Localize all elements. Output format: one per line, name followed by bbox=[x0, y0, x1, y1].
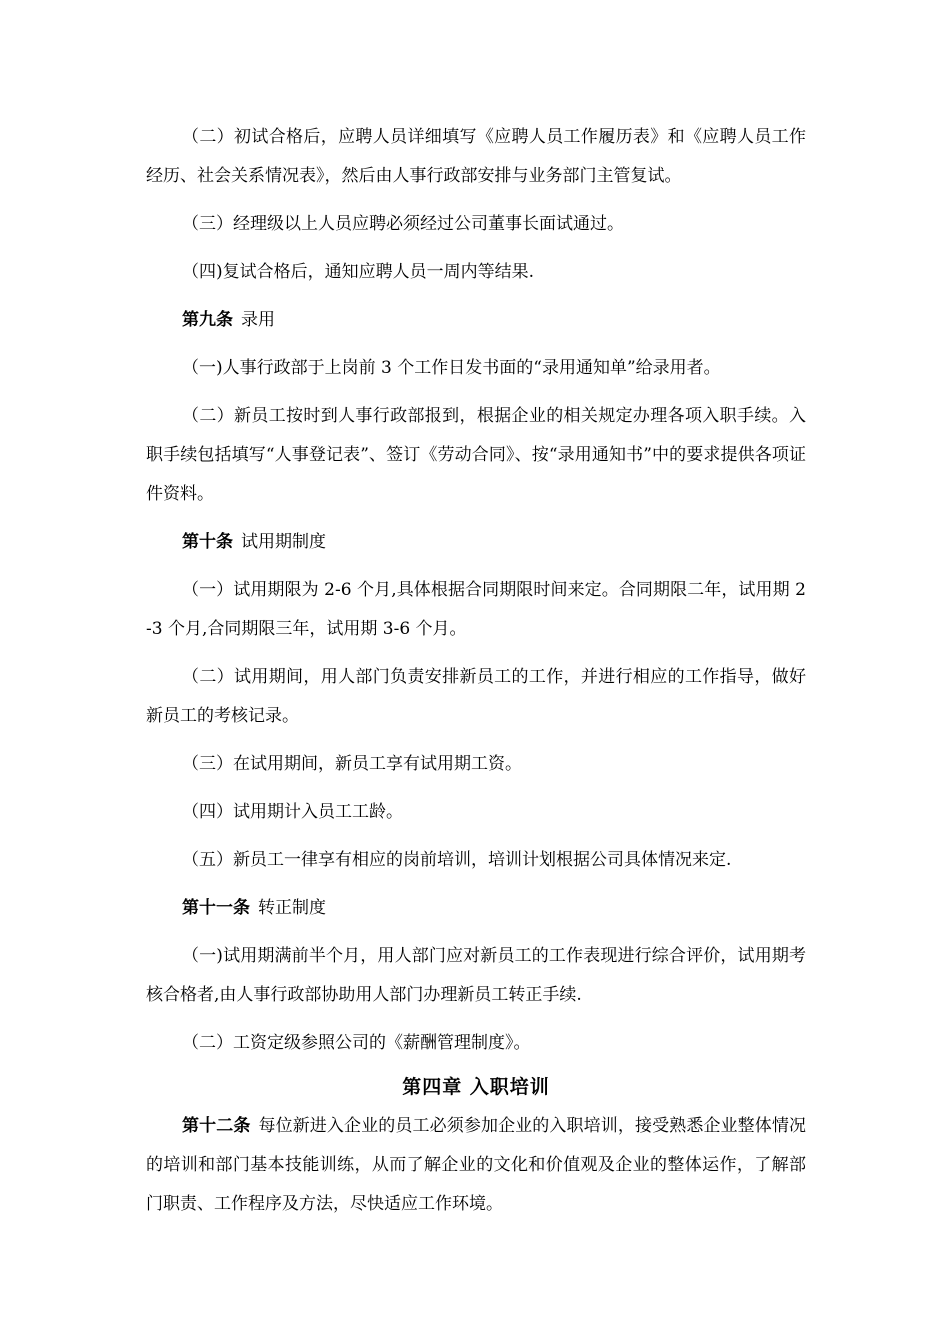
paragraph-12: （五）新员工一律享有相应的岗前培训，培训计划根据公司具体情况来定. bbox=[182, 850, 732, 870]
paragraph-8: （一）试用期限为 2-6 个月,具体根据合同期限时间来定。合同期限二年，试用期 2 -3 个月,合同期限三年，试用期 3-6 个月。 bbox=[146, 580, 806, 639]
article-body: 每位新进入企业的员工必须参加企业的入职培训，接受熟悉企业整体情况的培训和部门基本技能训练，从而了解企业的文化和价值观及企业的整体运作，了解部门职责、工作程序及方法，尽快适应工作环境。 bbox=[146, 1116, 807, 1214]
chapter-title: 第四章 入职培训 bbox=[402, 1076, 550, 1098]
article-10-heading bbox=[146, 523, 806, 562]
paragraph-14: （一)试用期满前半个月，用人部门应对新员工的工作表现进行综合评价，试用期考核合格者,由人事行政部协助用人部门办理新员工转正手续. bbox=[146, 946, 806, 1005]
paragraph-3: （四)复试合格后，通知应聘人员一周内等结果. bbox=[182, 262, 535, 282]
article-number: 第十二条 bbox=[182, 1116, 251, 1136]
article-number: 第九条 bbox=[182, 310, 233, 330]
paragraph-2: （三）经理级以上人员应聘必须经过公司董事长面试通过。 bbox=[182, 214, 624, 234]
article-number: 第十条 bbox=[182, 532, 233, 552]
document-page bbox=[146, 118, 806, 1224]
paragraph-1: （二）初试合格后，应聘人员详细填写《应聘人员工作履历表》和《应聘人员工作经历、社会关系情况表》，然后由人事行政部安排与业务部门主管复试。 bbox=[146, 127, 806, 186]
article-9-heading bbox=[146, 301, 806, 340]
paragraph-11: （四）试用期计入员工工龄。 bbox=[182, 802, 403, 822]
article-number: 第十一条 bbox=[182, 898, 250, 918]
paragraph-10: （三）在试用期间，新员工享有试用期工资。 bbox=[182, 754, 522, 774]
article-title: 转正制度 bbox=[258, 898, 326, 918]
paragraph-15: （二）工资定级参照公司的《薪酬管理制度》。 bbox=[182, 1033, 531, 1053]
paragraph-5: （一)人事行政部于上岗前 3 个工作日发书面的“录用通知单”给录用者。 bbox=[182, 358, 721, 378]
paragraph-9: （二）试用期间，用人部门负责安排新员工的工作，并进行相应的工作指导，做好新员工的考核记录。 bbox=[146, 667, 806, 726]
article-12-paragraph bbox=[146, 1107, 806, 1224]
article-title: 录用 bbox=[241, 310, 275, 330]
article-title: 试用期制度 bbox=[241, 532, 326, 552]
paragraph-6: （二）新员工按时到人事行政部报到，根据企业的相关规定办理各项入职手续。入职手续包括填写“人事登记表”、签订《劳动合同》、按“录用通知书”中的要求提供各项证件资料。 bbox=[146, 406, 806, 504]
article-11-heading bbox=[146, 889, 806, 928]
